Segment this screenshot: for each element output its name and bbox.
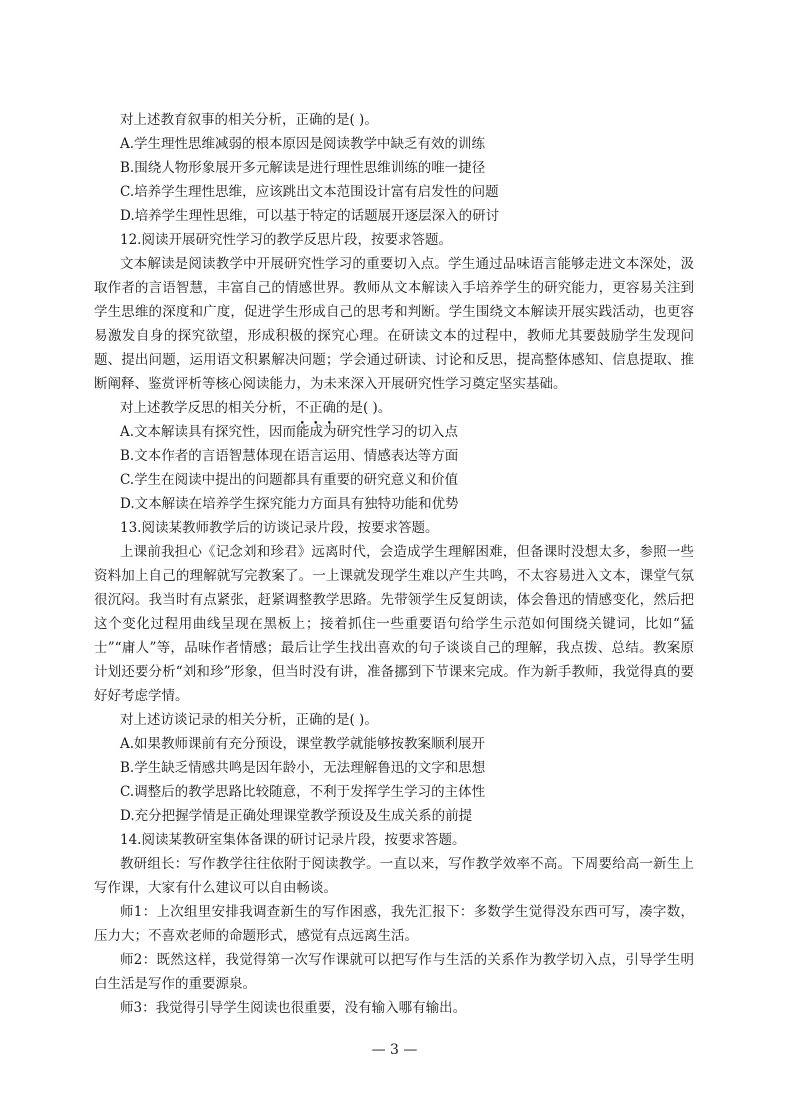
q12-stem (94, 396, 694, 420)
q13-stem: 对上述访谈记录的相关分析，正确的是( )。 (120, 712, 378, 728)
q14-line-teacher-3: 师3：我觉得引导学生阅读也很重要，没有输入哪有输出。 (120, 1000, 467, 1016)
q14-line-teacher-1: 师1：上次组里安排我调查新生的写作困惑，我先汇报下：多数学生觉得没东西可写，凑字数，压力大；不喜欢老师的命题形式，感觉有点远离生活。 (94, 904, 694, 944)
q11-option-c: C.培养学生理性思维，应该跳出文本范围设计富有启发性的问题 (120, 184, 499, 200)
q14-line-teacher-2: 师2：既然这样，我觉得第一次写作课就可以把写作与生活的关系作为教学切入点，引导学生明白生活是写作的重要源泉。 (94, 952, 694, 992)
q11-stem: 对上述教育叙事的相关分析，正确的是( )。 (120, 112, 378, 128)
q12-title: 12.阅读开展研究性学习的教学反思片段，按要求答题。 (120, 232, 452, 248)
q11-option-b: B.围绕人物形象展开多元解读是进行理性思维训练的唯一捷径 (120, 160, 486, 176)
q12-option-c: C.学生在阅读中提出的问题都具有重要的研究意义和价值 (120, 472, 459, 488)
page-number: — 3 — (371, 1042, 418, 1058)
emphasis-char-3: 确 (322, 400, 336, 416)
q13-option-c: C.调整后的教学思路比较随意，不利于发挥学生学习的主体性 (120, 784, 486, 800)
q12-option-a: A.文本解读具有探究性，因而能成为研究性学习的切入点 (120, 424, 459, 440)
q14-title: 14.阅读某教研室集体备课的研讨记录片段，按要求答题。 (120, 832, 466, 848)
q12-stem-pre: 对上述教学反思的相关分析， (120, 400, 296, 416)
q13-option-b: B.学生缺乏情感共鸣是因年龄小，无法理解鲁迅的文字和思想 (120, 760, 486, 776)
q13-option-d: D.充分把握学情是正确处理课堂教学预设及生成关系的前提 (120, 808, 473, 824)
q11-option-a: A.学生理性思维减弱的根本原因是阅读教学中缺乏有效的训练 (120, 136, 486, 152)
q12-option-b: B.文本作者的言语智慧体现在语言运用、情感表达等方面 (120, 448, 459, 464)
q13-passage: 上课前我担心《记念刘和珍君》远离时代，会造成学生理解困难，但备课时没想太多，参照一些资料加上自己的理解就写完教案了。一上课就发现学生难以产生共鸣，不太容易进入文本，课堂气氛很沉闷。我当时有点紧张，赶紧调整教学思路。先带领学生反复朗读，体会鲁迅的情感变化，然后把这个变化过程用曲线呈现在黑板上；接着抓住一些重要语句给学生示范如何围绕关键词，比如“猛士”“庸人”等，品味作者情感；最后让学生找出喜欢的句子谈谈自己的理解，我点拨、总结。教案原计划还要分析“刘和珍”形象，但当时没有讲，准备挪到下节课来完成。作为新手教师，我觉得真的要好好考虑学情。 (94, 544, 694, 704)
q14-line-leader: 教研组长：写作教学往往依附于阅读教学。一直以来，写作教学效率不高。下周要给高一新生上写作课，大家有什么建议可以自由畅谈。 (94, 856, 694, 896)
q12-option-d: D.文本解读在培养学生探究能力方面具有独特功能和优势 (120, 496, 459, 512)
q12-stem-post: 的是( )。 (336, 400, 392, 416)
q13-title: 13.阅读某教师教学后的访谈记录片段，按要求答题。 (120, 520, 439, 536)
page-content (94, 108, 694, 1020)
q12-passage: 文本解读是阅读教学中开展研究性学习的重要切入点。学生通过品味语言能够走进文本深处，汲取作者的言语智慧，丰富自己的情感世界。教师从文本解读入手培养学生的研究能力，更容易关注到学生思维的深度和广度，促进学生形成自己的思考和判断。学生围绕文本解读开展实践活动，也更容易激发自身的探究欲望，形成积极的探究心理。在研读文本的过程中，教师尤其要鼓励学生发现问题、提出问题，运用语文积累解决问题；学会通过研读、讨论和反思，提高整体感知、信息提取、推断阐释、鉴赏评析等核心阅读能力，为未来深入开展研究性学习奠定坚实基础。 (94, 256, 694, 392)
emphasis-char-1: 不 (295, 400, 309, 416)
emphasis-char-2: 正 (309, 400, 323, 416)
q11-option-d: D.培养学生理性思维，可以基于特定的话题展开逐层深入的研讨 (120, 208, 500, 224)
q13-option-a: A.如果教师课前有充分预设，课堂教学就能够按教案顺利展开 (120, 736, 486, 752)
